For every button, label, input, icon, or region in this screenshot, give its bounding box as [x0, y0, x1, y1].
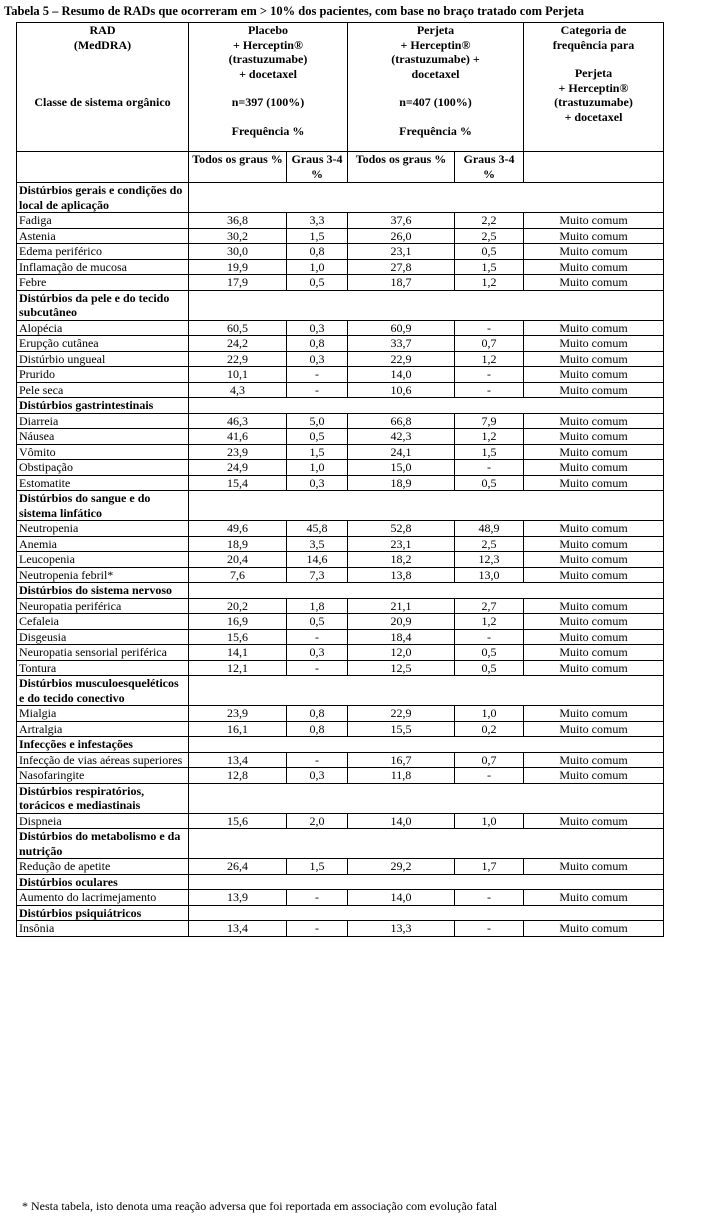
placebo-g34: 0,3 [287, 351, 348, 367]
frequency-category: Muito comum [524, 259, 664, 275]
reaction-name: Distúrbio ungueal [17, 351, 189, 367]
perjeta-herceptin: + Herceptin® [400, 37, 471, 52]
perjeta-all: 14,0 [348, 890, 455, 906]
placebo-all: 23,9 [189, 444, 287, 460]
table-row [17, 228, 664, 244]
placebo-all: 15,4 [189, 475, 287, 491]
reaction-name: Insônia [17, 921, 189, 937]
placebo-g34: 7,3 [287, 567, 348, 583]
section-row [17, 183, 664, 213]
placebo-g34: 0,3 [287, 645, 348, 661]
placebo-g34: - [287, 382, 348, 398]
table-row [17, 567, 664, 583]
perjeta-all: 13,3 [348, 921, 455, 937]
perjeta-g34: 12,3 [455, 552, 524, 568]
perjeta-g34: 2,5 [455, 228, 524, 244]
perjeta-g34: 1,2 [455, 275, 524, 291]
table-row [17, 660, 664, 676]
frequency-category: Muito comum [524, 521, 664, 537]
table-title: Tabela 5 – Resumo de RADs que ocorreram em > 10% dos pacientes, com base no braço tratado com Perjeta [4, 4, 584, 18]
table-row [17, 752, 664, 768]
placebo-g34: 0,3 [287, 768, 348, 784]
reaction-name: Vômito [17, 444, 189, 460]
reaction-name: Obstipação [17, 460, 189, 476]
placebo-n: n=397 (100%) [231, 95, 305, 109]
reaction-name: Disgeusia [17, 629, 189, 645]
placebo-all: 23,9 [189, 706, 287, 722]
reaction-name: Inflamação de mucosa [17, 259, 189, 275]
section-row [17, 829, 664, 859]
header-rad-label: RAD [89, 23, 116, 37]
placebo-all: 12,1 [189, 660, 287, 676]
placebo-g34: - [287, 921, 348, 937]
placebo-herceptin: + Herceptin® [233, 37, 303, 52]
perjeta-g34: 0,2 [455, 721, 524, 737]
reaction-name: Alopécia [17, 320, 189, 336]
frequency-category: Muito comum [524, 768, 664, 784]
reaction-name: Mialgia [17, 706, 189, 722]
section-title: Distúrbios respiratórios, torácicos e mediastinais [17, 783, 189, 813]
reaction-name: Estomatite [17, 475, 189, 491]
section-title: Distúrbios do metabolismo e da nutrição [17, 829, 189, 859]
placebo-g34: - [287, 890, 348, 906]
perjeta-g34: - [455, 367, 524, 383]
perjeta-docetaxel: docetaxel [411, 66, 460, 81]
perjeta-g34: - [455, 768, 524, 784]
table-row [17, 259, 664, 275]
section-title: Distúrbios gerais e condições do local de aplicação [17, 183, 189, 213]
category-line3: Perjeta [574, 66, 613, 80]
perjeta-g34: 1,0 [455, 813, 524, 829]
frequency-category: Muito comum [524, 706, 664, 722]
perjeta-g34: 0,7 [455, 752, 524, 768]
frequency-category: Muito comum [524, 382, 664, 398]
reaction-name: Pele seca [17, 382, 189, 398]
table-row [17, 645, 664, 661]
perjeta-all: 18,2 [348, 552, 455, 568]
perjeta-grades-3-4: Graus 3-4 % [455, 152, 524, 183]
placebo-all: 36,8 [189, 213, 287, 229]
placebo-all: 7,6 [189, 567, 287, 583]
placebo-grades-3-4: Graus 3-4 % [287, 152, 348, 183]
section-spacer [189, 874, 664, 890]
perjeta-all: 15,5 [348, 721, 455, 737]
header-placebo [189, 23, 348, 152]
reaction-name: Diarreia [17, 413, 189, 429]
reaction-name: Cefaleia [17, 614, 189, 630]
perjeta-all: 18,7 [348, 275, 455, 291]
section-row [17, 874, 664, 890]
table-row [17, 536, 664, 552]
reaction-name: Redução de apetite [17, 859, 189, 875]
reaction-name: Neutropenia febril* [17, 567, 189, 583]
placebo-trastuzumabe: (trastuzumabe) [228, 52, 308, 66]
perjeta-all: 20,9 [348, 614, 455, 630]
reaction-name: Náusea [17, 429, 189, 445]
header-row-main [17, 23, 664, 152]
placebo-g34: - [287, 629, 348, 645]
placebo-g34: 0,5 [287, 275, 348, 291]
placebo-g34: 14,6 [287, 552, 348, 568]
perjeta-g34: 0,5 [455, 475, 524, 491]
placebo-all: 15,6 [189, 813, 287, 829]
placebo-all: 13,4 [189, 752, 287, 768]
reaction-name: Dispneia [17, 813, 189, 829]
section-row [17, 905, 664, 921]
sub-empty-1 [17, 152, 189, 183]
reaction-name: Erupção cutânea [17, 336, 189, 352]
placebo-all: 17,9 [189, 275, 287, 291]
table-row [17, 460, 664, 476]
placebo-g34: 1,5 [287, 444, 348, 460]
perjeta-g34: 13,0 [455, 567, 524, 583]
frequency-category: Muito comum [524, 813, 664, 829]
perjeta-g34: 1,7 [455, 859, 524, 875]
section-row [17, 783, 664, 813]
adverse-reactions-table [16, 22, 664, 937]
perjeta-g34: - [455, 460, 524, 476]
placebo-g34: 0,8 [287, 244, 348, 260]
perjeta-all: 22,9 [348, 351, 455, 367]
section-row [17, 290, 664, 320]
table-row [17, 275, 664, 291]
section-spacer [189, 183, 664, 213]
placebo-g34: - [287, 367, 348, 383]
frequency-category: Muito comum [524, 444, 664, 460]
table-row [17, 336, 664, 352]
reaction-name: Astenia [17, 228, 189, 244]
placebo-all: 10,1 [189, 367, 287, 383]
perjeta-all: 12,5 [348, 660, 455, 676]
table-row [17, 721, 664, 737]
table-row [17, 213, 664, 229]
perjeta-all: 66,8 [348, 413, 455, 429]
section-row [17, 583, 664, 599]
frequency-category: Muito comum [524, 351, 664, 367]
perjeta-g34: 2,7 [455, 598, 524, 614]
category-line5: (trastuzumabe) [554, 95, 633, 109]
perjeta-g34: 1,2 [455, 351, 524, 367]
placebo-g34: 1,8 [287, 598, 348, 614]
placebo-g34: 1,5 [287, 859, 348, 875]
perjeta-g34: 2,5 [455, 536, 524, 552]
frequency-category: Muito comum [524, 275, 664, 291]
section-title: Distúrbios psiquiátricos [17, 905, 189, 921]
section-title: Distúrbios oculares [17, 874, 189, 890]
section-row [17, 491, 664, 521]
perjeta-all: 33,7 [348, 336, 455, 352]
table-row [17, 244, 664, 260]
reaction-name: Edema periférico [17, 244, 189, 260]
reaction-name: Neuropatia periférica [17, 598, 189, 614]
perjeta-n: n=407 (100%) [399, 95, 472, 109]
table-row [17, 552, 664, 568]
table-row [17, 921, 664, 937]
perjeta-trastuzumabe: (trastuzumabe) + [391, 52, 480, 66]
header-perjeta [348, 23, 524, 152]
perjeta-g34: 2,2 [455, 213, 524, 229]
frequency-category: Muito comum [524, 614, 664, 630]
perjeta-all: 15,0 [348, 460, 455, 476]
placebo-all: 30,2 [189, 228, 287, 244]
section-spacer [189, 783, 664, 813]
perjeta-g34: 1,5 [455, 259, 524, 275]
perjeta-all: 18,4 [348, 629, 455, 645]
perjeta-freq-label: Frequência % [399, 123, 472, 138]
section-spacer [189, 398, 664, 414]
perjeta-all: 16,7 [348, 752, 455, 768]
table-row [17, 413, 664, 429]
perjeta-all: 29,2 [348, 859, 455, 875]
frequency-category: Muito comum [524, 890, 664, 906]
frequency-category: Muito comum [524, 213, 664, 229]
table-row [17, 382, 664, 398]
frequency-category: Muito comum [524, 629, 664, 645]
placebo-docetaxel: + docetaxel [239, 66, 297, 81]
perjeta-all: 24,1 [348, 444, 455, 460]
reaction-name: Neuropatia sensorial periférica [17, 645, 189, 661]
placebo-all: 41,6 [189, 429, 287, 445]
table-row [17, 367, 664, 383]
placebo-all: 20,2 [189, 598, 287, 614]
table-body [17, 183, 664, 937]
table-row [17, 598, 664, 614]
perjeta-g34: 0,5 [455, 244, 524, 260]
frequency-category: Muito comum [524, 244, 664, 260]
perjeta-all: 42,3 [348, 429, 455, 445]
perjeta-all: 14,0 [348, 813, 455, 829]
placebo-all: 14,1 [189, 645, 287, 661]
frequency-category: Muito comum [524, 460, 664, 476]
perjeta-g34: - [455, 629, 524, 645]
perjeta-g34: - [455, 890, 524, 906]
perjeta-all-grades: Todos os graus % [348, 152, 455, 183]
frequency-category: Muito comum [524, 320, 664, 336]
placebo-all: 22,9 [189, 351, 287, 367]
frequency-category: Muito comum [524, 660, 664, 676]
placebo-all: 26,4 [189, 859, 287, 875]
reaction-name: Neutropenia [17, 521, 189, 537]
table-row [17, 444, 664, 460]
section-spacer [189, 905, 664, 921]
perjeta-all: 18,9 [348, 475, 455, 491]
table-row [17, 614, 664, 630]
placebo-all: 20,4 [189, 552, 287, 568]
frequency-category: Muito comum [524, 859, 664, 875]
placebo-g34: 1,0 [287, 259, 348, 275]
section-title: Distúrbios gastrintestinais [17, 398, 189, 414]
placebo-g34: 0,8 [287, 721, 348, 737]
header-meddra-label: (MedDRA) [73, 37, 132, 52]
category-line2: frequência para [552, 37, 635, 52]
perjeta-g34: 1,2 [455, 614, 524, 630]
section-spacer [189, 829, 664, 859]
perjeta-all: 22,9 [348, 706, 455, 722]
placebo-g34: 1,0 [287, 460, 348, 476]
placebo-all: 60,5 [189, 320, 287, 336]
frequency-category: Muito comum [524, 228, 664, 244]
frequency-category: Muito comum [524, 336, 664, 352]
perjeta-g34: - [455, 320, 524, 336]
section-title: Distúrbios musculoesqueléticos e do tecido conectivo [17, 676, 189, 706]
placebo-all: 13,9 [189, 890, 287, 906]
placebo-all: 13,4 [189, 921, 287, 937]
section-spacer [189, 491, 664, 521]
placebo-g34: 0,8 [287, 706, 348, 722]
section-spacer [189, 583, 664, 599]
category-line1: Categoria de [560, 23, 627, 37]
table-row [17, 768, 664, 784]
perjeta-g34: 1,2 [455, 429, 524, 445]
placebo-g34: 3,5 [287, 536, 348, 552]
placebo-all: 16,9 [189, 614, 287, 630]
frequency-category: Muito comum [524, 475, 664, 491]
reaction-name: Fadiga [17, 213, 189, 229]
perjeta-all: 23,1 [348, 244, 455, 260]
perjeta-all: 23,1 [348, 536, 455, 552]
placebo-g34: 0,5 [287, 614, 348, 630]
frequency-category: Muito comum [524, 598, 664, 614]
frequency-category: Muito comum [524, 367, 664, 383]
perjeta-all: 11,8 [348, 768, 455, 784]
placebo-all: 4,3 [189, 382, 287, 398]
table-row [17, 429, 664, 445]
table-row [17, 706, 664, 722]
table-row [17, 859, 664, 875]
section-spacer [189, 290, 664, 320]
placebo-g34: 45,8 [287, 521, 348, 537]
frequency-category: Muito comum [524, 552, 664, 568]
perjeta-g34: - [455, 382, 524, 398]
perjeta-g34: 7,9 [455, 413, 524, 429]
category-line6: + docetaxel [564, 109, 623, 124]
placebo-all: 24,9 [189, 460, 287, 476]
placebo-all: 18,9 [189, 536, 287, 552]
header-row-sub [17, 152, 664, 183]
perjeta-g34: 0,5 [455, 660, 524, 676]
placebo-all: 30,0 [189, 244, 287, 260]
perjeta-g34: - [455, 921, 524, 937]
frequency-category: Muito comum [524, 413, 664, 429]
section-spacer [189, 737, 664, 753]
reaction-name: Infecção de vias aéreas superiores [17, 752, 189, 768]
section-row [17, 398, 664, 414]
placebo-g34: 3,3 [287, 213, 348, 229]
perjeta-all: 27,8 [348, 259, 455, 275]
header-rad [17, 23, 189, 152]
reaction-name: Nasofaringite [17, 768, 189, 784]
section-title: Infecções e infestações [17, 737, 189, 753]
table-row [17, 813, 664, 829]
perjeta-g34: 0,7 [455, 336, 524, 352]
category-line4: + Herceptin® [558, 80, 629, 95]
table-row [17, 629, 664, 645]
placebo-g34: 2,0 [287, 813, 348, 829]
footnote: * Nesta tabela, isto denota uma reação adversa que foi reportada em associação com evolução fatal [22, 1199, 498, 1213]
placebo-all: 46,3 [189, 413, 287, 429]
sub-empty-2 [524, 152, 664, 183]
placebo-g34: 5,0 [287, 413, 348, 429]
frequency-category: Muito comum [524, 921, 664, 937]
table-row [17, 351, 664, 367]
reaction-name: Leucopenia [17, 552, 189, 568]
reaction-name: Febre [17, 275, 189, 291]
placebo-g34: 0,5 [287, 429, 348, 445]
table-row [17, 890, 664, 906]
placebo-freq-label: Frequência % [231, 123, 305, 138]
perjeta-all: 37,6 [348, 213, 455, 229]
perjeta-g34: 0,5 [455, 645, 524, 661]
perjeta-all: 10,6 [348, 382, 455, 398]
table-row [17, 521, 664, 537]
reaction-name: Aumento do lacrimejamento [17, 890, 189, 906]
placebo-g34: 0,8 [287, 336, 348, 352]
perjeta-all: 52,8 [348, 521, 455, 537]
section-row [17, 737, 664, 753]
perjeta-label: Perjeta [416, 23, 455, 37]
header-category [524, 23, 664, 152]
placebo-label: Placebo [248, 23, 288, 37]
frequency-category: Muito comum [524, 721, 664, 737]
section-title: Distúrbios do sangue e do sistema linfático [17, 491, 189, 521]
frequency-category: Muito comum [524, 645, 664, 661]
section-title: Distúrbios do sistema nervoso [17, 583, 189, 599]
placebo-all: 15,6 [189, 629, 287, 645]
placebo-all: 12,8 [189, 768, 287, 784]
reaction-name: Anemia [17, 536, 189, 552]
section-spacer [189, 676, 664, 706]
reaction-name: Tontura [17, 660, 189, 676]
placebo-all: 24,2 [189, 336, 287, 352]
header-system-class-label: Classe de sistema orgânico [34, 95, 171, 109]
table-row [17, 475, 664, 491]
frequency-category: Muito comum [524, 752, 664, 768]
table-row [17, 320, 664, 336]
placebo-g34: 1,5 [287, 228, 348, 244]
placebo-all: 19,9 [189, 259, 287, 275]
section-title: Distúrbios da pele e do tecido subcutâneo [17, 290, 189, 320]
placebo-g34: 0,3 [287, 475, 348, 491]
perjeta-g34: 1,5 [455, 444, 524, 460]
reaction-name: Artralgia [17, 721, 189, 737]
placebo-all-grades: Todos os graus % [189, 152, 287, 183]
frequency-category: Muito comum [524, 536, 664, 552]
perjeta-g34: 48,9 [455, 521, 524, 537]
perjeta-all: 60,9 [348, 320, 455, 336]
perjeta-all: 14,0 [348, 367, 455, 383]
section-row [17, 676, 664, 706]
placebo-g34: 0,3 [287, 320, 348, 336]
reaction-name: Prurido [17, 367, 189, 383]
perjeta-all: 21,1 [348, 598, 455, 614]
frequency-category: Muito comum [524, 567, 664, 583]
placebo-g34: - [287, 660, 348, 676]
perjeta-all: 13,8 [348, 567, 455, 583]
placebo-all: 16,1 [189, 721, 287, 737]
perjeta-all: 12,0 [348, 645, 455, 661]
placebo-all: 49,6 [189, 521, 287, 537]
perjeta-g34: 1,0 [455, 706, 524, 722]
frequency-category: Muito comum [524, 429, 664, 445]
placebo-g34: - [287, 752, 348, 768]
perjeta-all: 26,0 [348, 228, 455, 244]
